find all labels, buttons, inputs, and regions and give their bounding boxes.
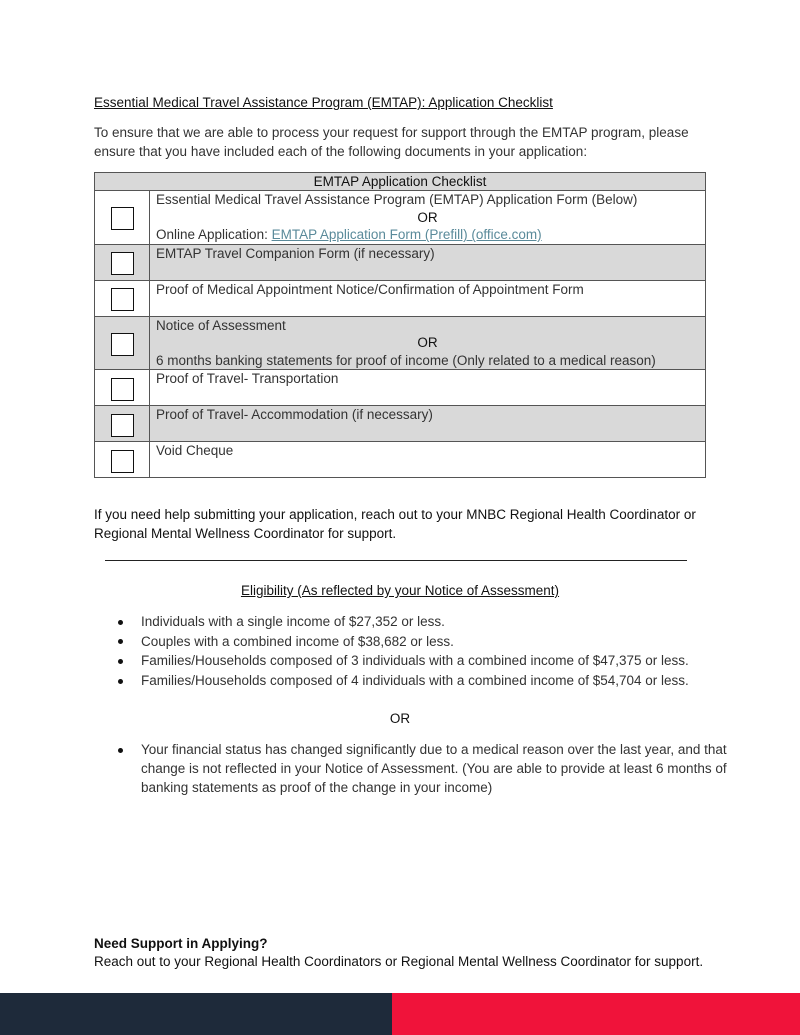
checkbox-notice-of-assessment[interactable] [111,333,134,356]
eligibility-or: OR [389,711,411,726]
online-application-line [156,226,699,244]
checkbox-appointment-proof[interactable] [111,288,134,311]
checklist-row [95,191,706,245]
checkbox-travel-accommodation[interactable] [111,414,134,437]
checkbox-companion-form[interactable] [111,252,134,275]
item-companion-form: EMTAP Travel Companion Form (if necessary) [156,245,435,261]
online-application-label: Online Application: [156,227,272,242]
checklist-row [95,442,706,478]
checklist-table [94,172,706,478]
support-heading: Need Support in Applying? [94,936,268,951]
checklist-row [95,316,706,370]
item-appointment-proof: Proof of Medical Appointment Notice/Confirmation of Appointment Form [156,281,584,297]
checklist-header: EMTAP Application Checklist [95,173,706,191]
item-banking-statements: 6 months banking statements for proof of income (Only related to a medical reason) [156,352,656,368]
support-text: Reach out to your Regional Health Coordinators or Regional Mental Wellness Coordinator for support. [94,953,704,969]
footer-red-block [392,993,800,1035]
horizontal-divider [105,560,687,561]
list-item: Individuals with a single income of $27,352 or less. [141,612,761,632]
checklist-header-row [95,173,706,191]
online-application-link[interactable]: EMTAP Application Form (Prefill) (office.com) [271,227,542,242]
item-notice-of-assessment: Notice of Assessment [156,317,286,333]
eligibility-list [94,612,761,691]
footer-navy-block [0,993,392,1035]
item-travel-transportation: Proof of Travel- Transportation [156,371,339,386]
document-title: Essential Medical Travel Assistance Program (EMTAP): Application Checklist [94,95,553,110]
eligibility-title: Eligibility (As reflected by your Notice of Assessment) [240,583,560,598]
list-item: Families/Households composed of 3 individuals with a combined income of $47,375 or less. [141,651,761,671]
checklist-row [95,244,706,280]
checklist-row [95,370,706,406]
list-item: Your financial status has changed significantly due to a medical reason over the last year, and that change is not reflected in your Notice of Assessment. (You are able to provide at least 6 months of banking statements as proof of the change in your income) [141,740,761,797]
checkbox-void-cheque[interactable] [111,450,134,473]
checklist-row [95,280,706,316]
checkbox-travel-transportation[interactable] [111,378,134,401]
list-item: Families/Households composed of 4 individuals with a combined income of $54,704 or less. [141,671,761,691]
or-label: OR [417,209,438,225]
help-paragraph: If you need help submitting your application, reach out to your MNBC Regional Health Coordinator or Regional Mental Wellness Coordinator for support. [94,507,696,541]
support-section [94,935,714,970]
or-label: OR [417,335,438,350]
item-application-form: Essential Medical Travel Assistance Program (EMTAP) Application Form (Below) [156,192,638,207]
item-travel-accommodation: Proof of Travel- Accommodation (if necessary) [156,407,433,422]
item-void-cheque: Void Cheque [156,443,234,458]
intro-paragraph: To ensure that we are able to process your request for support through the EMTAP program, please ensure that you have included each of the following documents in your application: [94,125,689,159]
footer-bar [0,993,800,1035]
eligibility-alt-list [94,740,761,797]
list-item: Couples with a combined income of $38,682 or less. [141,632,761,652]
checkbox-application-form[interactable] [111,207,134,230]
checklist-row [95,406,706,442]
